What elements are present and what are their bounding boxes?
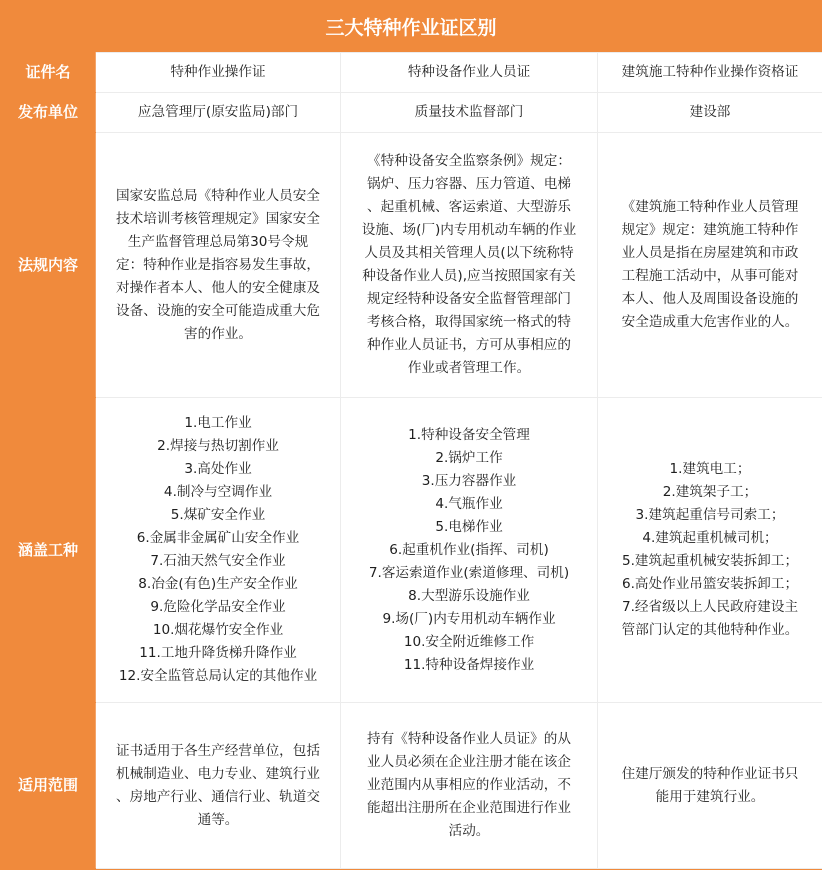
text-line: 考核合格，取得国家统一格式的特 (367, 314, 571, 330)
text-line: 3.高处作业 (184, 461, 252, 477)
text-line: 种作业人员证书，方可从事相应的 (367, 337, 571, 353)
text-line: 5.电梯作业 (435, 518, 503, 535)
cell-issuer-2: 质量技术监督部门 (341, 93, 598, 133)
text-line: 9.场(厂)内专用机动车辆作业 (382, 610, 556, 627)
text-line: 4.制冷与空调作业 (163, 484, 273, 500)
text-line: 种设备作业人员),应当按照国家有关 (362, 268, 576, 284)
page-title: 三大特种作业证区别 (0, 0, 822, 52)
text-line: 业人员必须在企业注册才能在该企 (367, 754, 571, 770)
text-line: 能用于建筑行业。 (655, 788, 765, 805)
comparison-table (0, 52, 822, 869)
text-line: 11.特种设备焊接作业 (403, 656, 535, 673)
text-line: 7.客运索道作业(索道修理、司机) (368, 564, 570, 581)
row-label-regulation: 法规内容 (1, 133, 96, 398)
row-scope (1, 703, 822, 869)
text-line: 9.危险化学品安全作业 (150, 599, 286, 615)
text-line: 证书适用于各生产经营单位，包括 (116, 742, 320, 759)
text-line: 技术培训考核管理规定》国家安全 (116, 210, 320, 227)
row-regulation (1, 133, 822, 398)
text-line: 7.石油天然气安全作业 (150, 553, 286, 569)
text-line: 5.煤矿安全作业 (170, 507, 266, 523)
text-line: 活动。 (448, 823, 490, 839)
text-line: 通等。 (197, 811, 239, 828)
text-line: 锅炉、压力容器、压力管道、电梯 (367, 176, 571, 192)
text-line: 2.锅炉工作 (435, 449, 503, 466)
text-line: 人员及其相关管理人员(以下统称特 (364, 245, 574, 261)
text-line: 8.大型游乐设施作业 (408, 587, 530, 604)
cell-cert-name-2: 特种设备作业人员证 (341, 53, 598, 93)
cell-issuer-1: 应急管理厅(原安监局)部门 (96, 93, 341, 133)
text-line: 、起重机械、客运索道、大型游乐 (367, 199, 571, 215)
text-line: 6.金属非金属矿山安全作业 (136, 530, 300, 546)
cell-scope-1 (96, 703, 341, 869)
cell-regulation-3 (598, 133, 822, 398)
text-line: 2.建筑架子工； (662, 484, 758, 500)
text-line: 业人员是指在房屋建筑和市政 (621, 245, 799, 261)
text-line: 工程施工活动中，从事可能对 (621, 268, 799, 284)
text-line: 3.压力容器作业 (421, 472, 517, 489)
text-line: 作业或者管理工作。 (407, 360, 531, 376)
text-line: 10.烟花爆竹安全作业 (152, 622, 284, 638)
text-line: 业范围内从事相应的作业活动，不 (367, 777, 571, 793)
text-line: 12.安全监管总局认定的其他作业 (118, 668, 318, 684)
text-line: 规定经特种设备安全监督管理部门 (367, 291, 571, 307)
text-line: 住建厅颁发的特种作业证书只 (621, 765, 799, 782)
row-types (1, 398, 822, 703)
text-line: 6.高处作业吊篮安装拆卸工； (621, 576, 799, 592)
cell-cert-name-3: 建筑施工特种作业操作资格证 (598, 53, 822, 93)
text-line: 4.建筑起重机械司机； (642, 530, 778, 546)
text-line: 定：特种作业是指容易发生事故， (116, 256, 320, 273)
cell-regulation-1 (96, 133, 341, 398)
row-cert-name (1, 53, 822, 93)
text-line: 8.冶金(有色)生产安全作业 (138, 576, 298, 592)
cell-types-3 (598, 398, 822, 703)
text-line: 11.工地升降货梯升降作业 (139, 645, 297, 661)
cell-regulation-2 (341, 133, 598, 398)
text-line: 持有《特种设备作业人员证》的从 (367, 731, 571, 747)
text-line: 规定》规定：建筑施工特种作 (621, 222, 799, 238)
text-line: 能超出注册所在企业范围进行作业 (367, 800, 571, 816)
text-line: 《特种设备安全监察条例》规定： (367, 153, 571, 169)
text-line: 对操作者本人、他人的安全健康及 (116, 279, 320, 296)
row-issuer (1, 93, 822, 133)
text-line: 1.电工作业 (184, 415, 252, 431)
text-line: 管部门认定的其他特种作业。 (621, 622, 799, 638)
text-line: 害的作业。 (184, 325, 252, 342)
row-label-types: 涵盖工种 (1, 398, 96, 703)
text-line: 《建筑施工特种作业人员管理 (621, 199, 799, 215)
text-line: 1.特种设备安全管理 (408, 426, 530, 443)
text-line: 5.建筑起重机械安装拆卸工； (621, 553, 799, 569)
text-line: 安全造成重大危害作业的人。 (621, 314, 799, 330)
text-line: 生产监督管理总局第30号令规 (127, 233, 309, 250)
text-line: 、房地产行业、通信行业、轨道交 (116, 788, 320, 805)
text-line: 1.建筑电工； (669, 461, 751, 477)
text-line: 7.经省级以上人民政府建设主 (621, 599, 799, 615)
text-line: 国家安监总局《特种作业人员安全 (116, 187, 320, 204)
text-line: 2.焊接与热切割作业 (157, 438, 279, 454)
cell-scope-3 (598, 703, 822, 869)
text-line: 3.建筑起重信号司索工； (635, 507, 785, 523)
text-line: 4.气瓶作业 (435, 495, 503, 512)
cell-types-1 (96, 398, 341, 703)
row-label-cert-name: 证件名 (1, 53, 96, 93)
text-line: 6.起重机作业(指挥、司机) (389, 541, 549, 558)
text-line: 设备、设施的安全可能造成重大危 (116, 302, 320, 319)
cell-issuer-3: 建设部 (598, 93, 822, 133)
cell-scope-2 (341, 703, 598, 869)
cell-cert-name-1: 特种作业操作证 (96, 53, 341, 93)
cell-types-2 (341, 398, 598, 703)
text-line: 本人、他人及周围设备设施的 (621, 291, 799, 307)
row-label-issuer: 发布单位 (1, 93, 96, 133)
row-label-scope: 适用范围 (1, 703, 96, 869)
text-line: 机械制造业、电力专业、建筑行业 (116, 765, 320, 782)
text-line: 设施、场(厂)内专用机动车辆的作业 (361, 222, 577, 238)
text-line: 10.安全附近维修工作 (403, 633, 535, 650)
